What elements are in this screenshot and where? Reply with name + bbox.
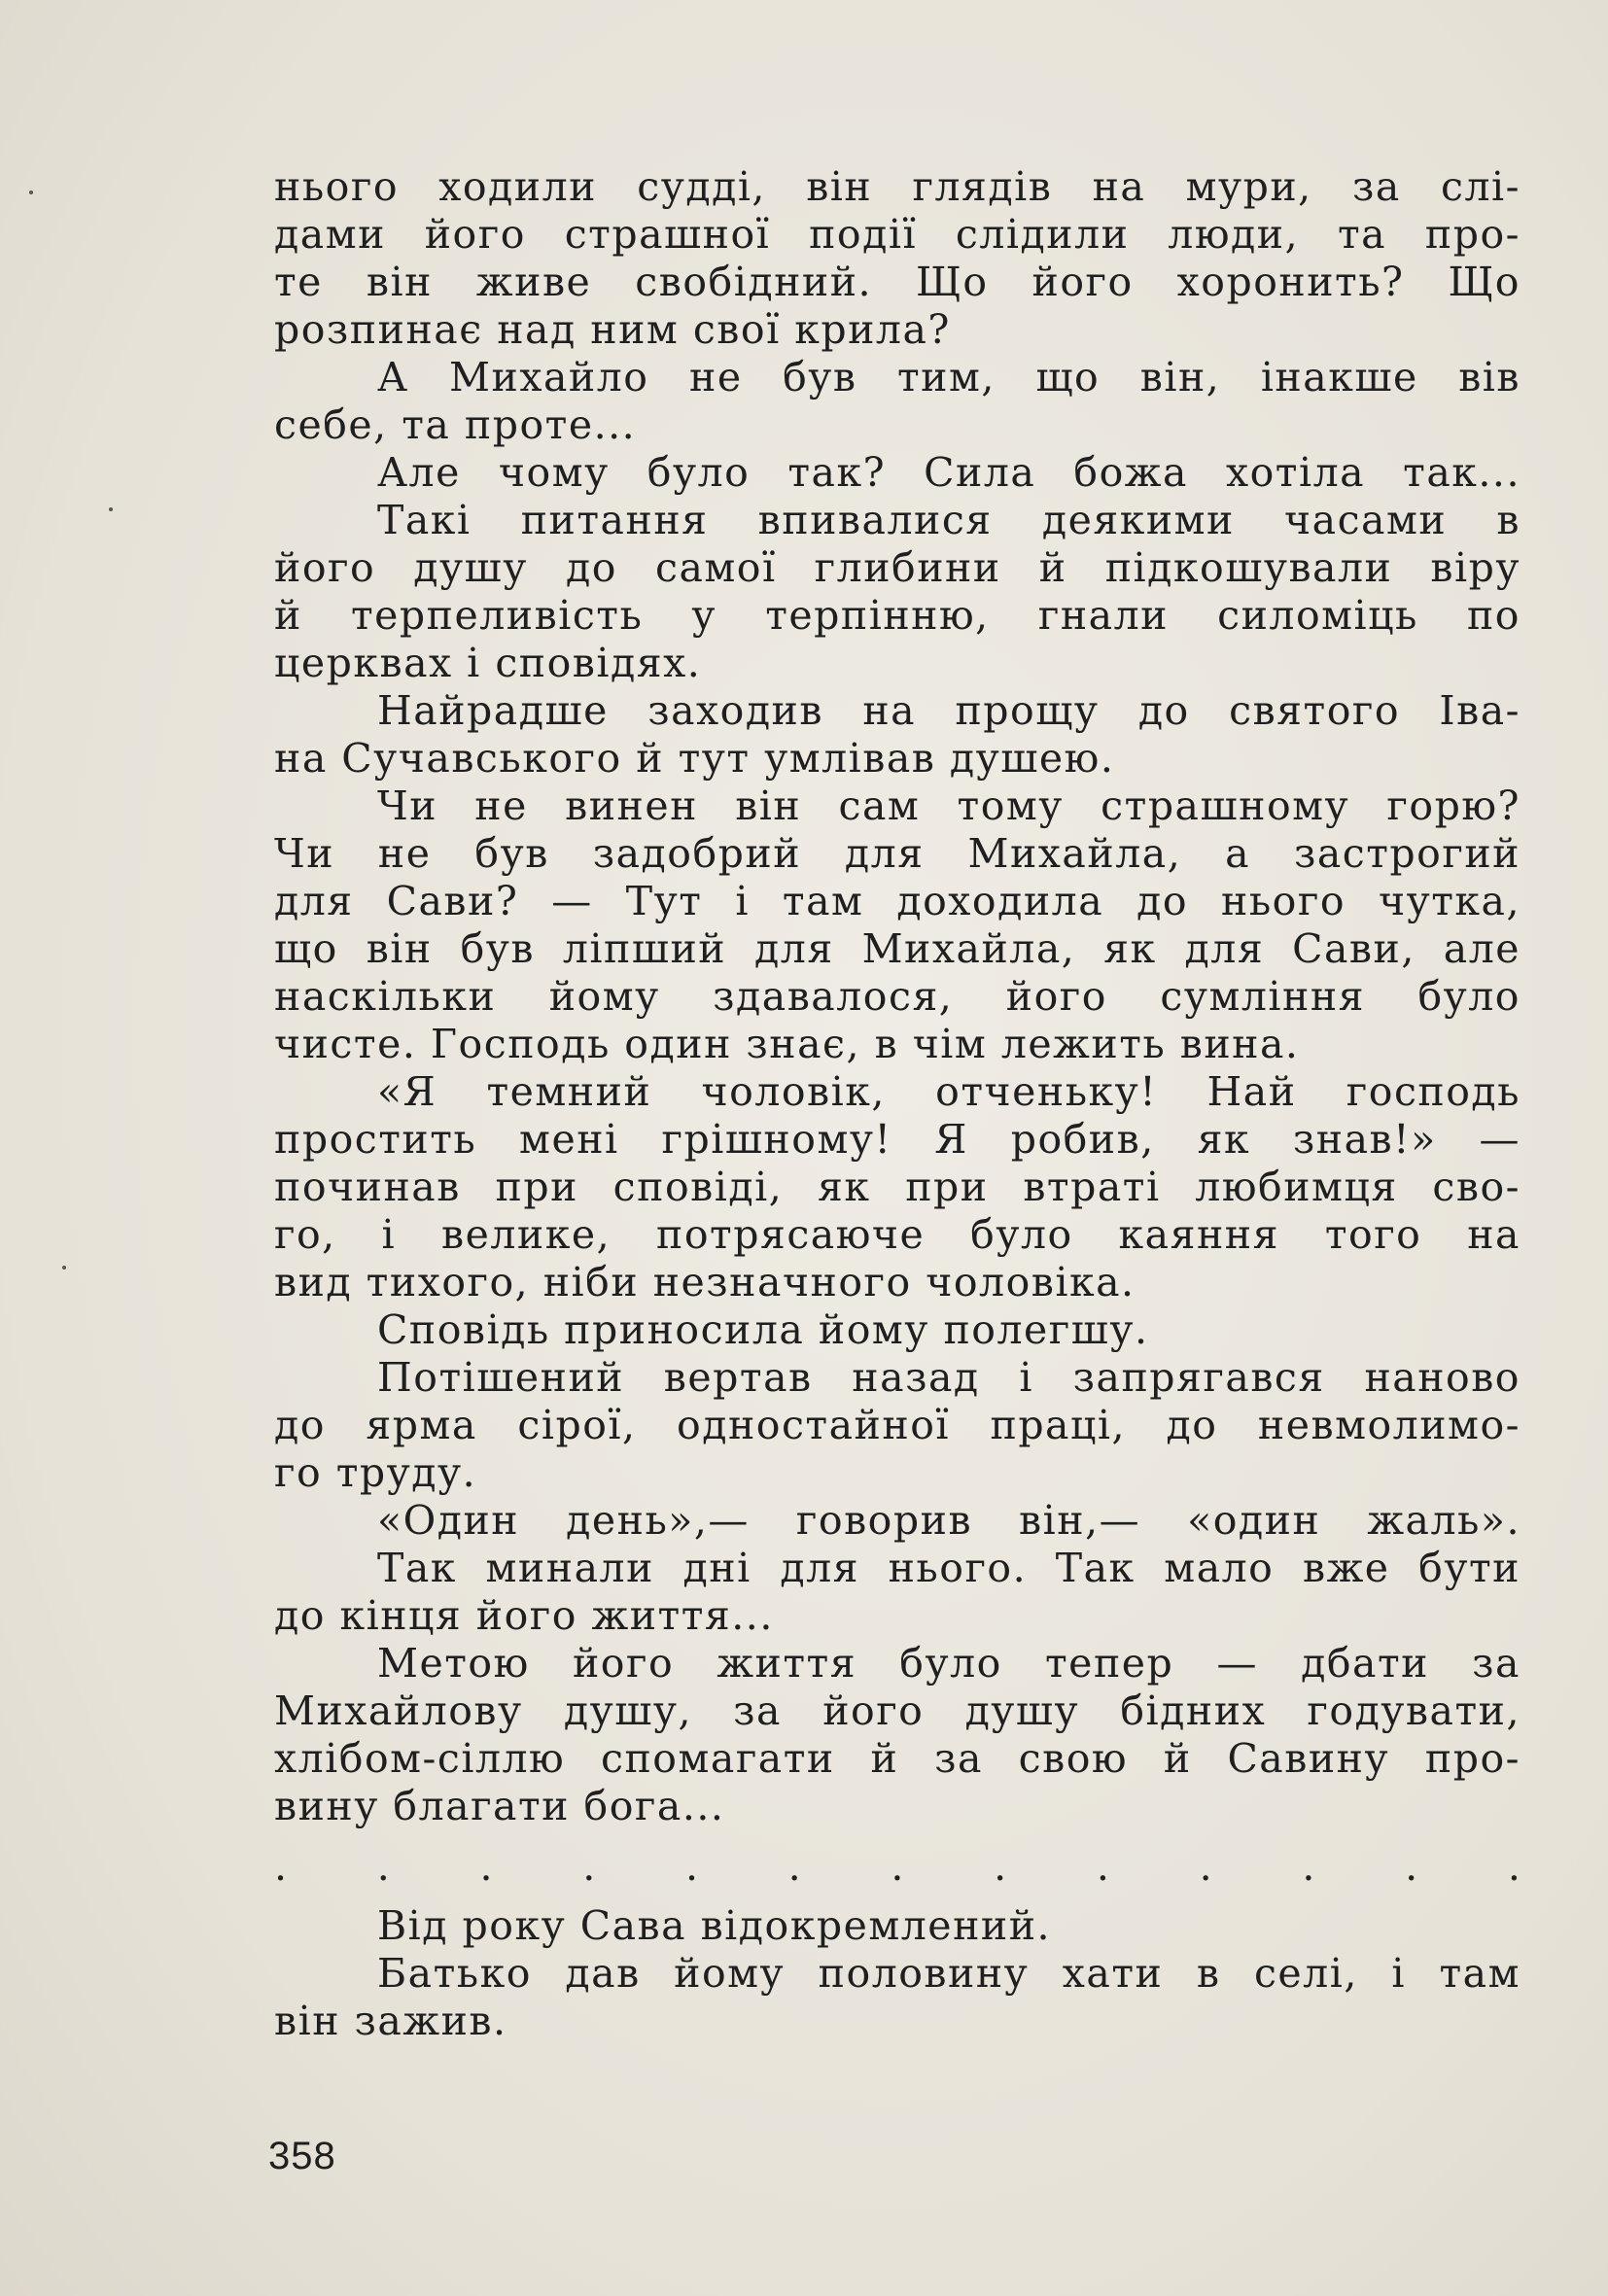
- text-line: Від року Сава відокремлений.: [377, 1902, 1052, 1949]
- break-dot: .: [1507, 1843, 1521, 1890]
- text-line: нього ходили судді, він глядів на мури, за слі-: [274, 163, 1521, 210]
- text-line: до кінця його життя...: [274, 1592, 774, 1639]
- text-line: вид тихого, ніби незначного чоловіка.: [274, 1259, 1136, 1305]
- text-line: починав при сповіді, як при втраті любимця сво-: [274, 1164, 1521, 1210]
- text-line: го, і велике, потрясаюче було каяння того на: [274, 1211, 1521, 1258]
- section-break-dots: [274, 1830, 1521, 1902]
- text-line: хлібом-сіллю спомагати й за свою й Савину про-: [274, 1735, 1521, 1782]
- text-line: Батько дав йому половину хати в селі, і там: [377, 1950, 1521, 1997]
- text-line: й терпеливість у терпінню, гнали силоміць по: [274, 592, 1521, 639]
- break-dot: .: [787, 1843, 801, 1890]
- text-line: на Сучавського й тут умлівав душею.: [274, 735, 1115, 782]
- break-dot: .: [479, 1843, 493, 1890]
- paragraphs-after-break: [274, 1902, 1521, 2045]
- text-line: церквах і сповідях.: [274, 640, 702, 686]
- text-line: для Сави? — Тут і там доходила до нього чутка,: [274, 878, 1521, 924]
- text-line: Такі питання впивалися деякими часами в: [377, 497, 1521, 543]
- text-line: вину благати бога...: [274, 1783, 725, 1829]
- text-line: наскільки йому здавалося, його сумління було: [274, 973, 1521, 1020]
- text-line: чисте. Господь один знає, в чім лежить вина.: [274, 1021, 1300, 1067]
- break-dot: .: [376, 1843, 390, 1890]
- text-line: Михайлову душу, за його душу бідних годувати,: [274, 1687, 1521, 1734]
- text-line: Найрадше заходив на прощу до святого Іва-: [377, 687, 1521, 734]
- break-dot: .: [994, 1843, 1007, 1890]
- scan-speck: [62, 1266, 66, 1270]
- break-dot: .: [1302, 1843, 1315, 1890]
- text-line: простить мені грішному! Я робив, як знав!» —: [274, 1116, 1521, 1163]
- break-dot: .: [1199, 1843, 1212, 1890]
- text-line: себе, та проте...: [274, 401, 637, 448]
- break-dot: .: [1096, 1843, 1109, 1890]
- body-text: [274, 163, 1521, 2045]
- text-line: він зажив.: [274, 1998, 507, 2044]
- text-line: Чи не винен він сам тому страшному горю?: [377, 783, 1521, 829]
- text-line: «Я темний чоловік, отченьку! Най господь: [377, 1068, 1521, 1115]
- page-number: 358: [268, 2135, 336, 2177]
- break-dot: .: [1405, 1843, 1418, 1890]
- text-line: розпинає над ним свої крила?: [274, 306, 951, 353]
- paragraphs-before-break: [274, 163, 1521, 1830]
- break-dot: .: [684, 1843, 698, 1890]
- scan-speck: [109, 507, 113, 511]
- text-line: Потішений вертав назад і запрягався наново: [377, 1354, 1521, 1401]
- scan-speck: [29, 191, 33, 194]
- text-line: «Один день»,— говорив він,— «один жаль».: [377, 1497, 1521, 1544]
- break-dot: .: [582, 1843, 596, 1890]
- text-line: дами його страшної події слідили люди, та про-: [274, 211, 1521, 258]
- text-line: що він був ліпший для Михайла, як для Сави, але: [274, 925, 1521, 972]
- text-line: те він живе свобідний. Що його хоронить? Що: [274, 259, 1521, 305]
- text-line: Чи не був задобрий для Михайла, а застрогий: [274, 830, 1521, 877]
- text-line: Сповідь приносила йому полегшу.: [377, 1306, 1149, 1353]
- text-line: Метою його життя було тепер — дбати за: [377, 1640, 1521, 1687]
- break-dot: .: [274, 1843, 288, 1890]
- text-line: го труду.: [274, 1449, 477, 1496]
- text-line: А Михайло не був тим, що він, інакше вів: [377, 354, 1521, 400]
- text-line: Але чому було так? Сила божа хотіла так...: [377, 449, 1521, 496]
- text-line: його душу до самої глибини й підкошували віру: [274, 544, 1521, 591]
- text-line: Так минали дні для нього. Так мало вже бути: [377, 1545, 1521, 1591]
- break-dot: .: [891, 1843, 904, 1890]
- text-line: до ярма сірої, одностайної праці, до невмолимо-: [274, 1402, 1521, 1448]
